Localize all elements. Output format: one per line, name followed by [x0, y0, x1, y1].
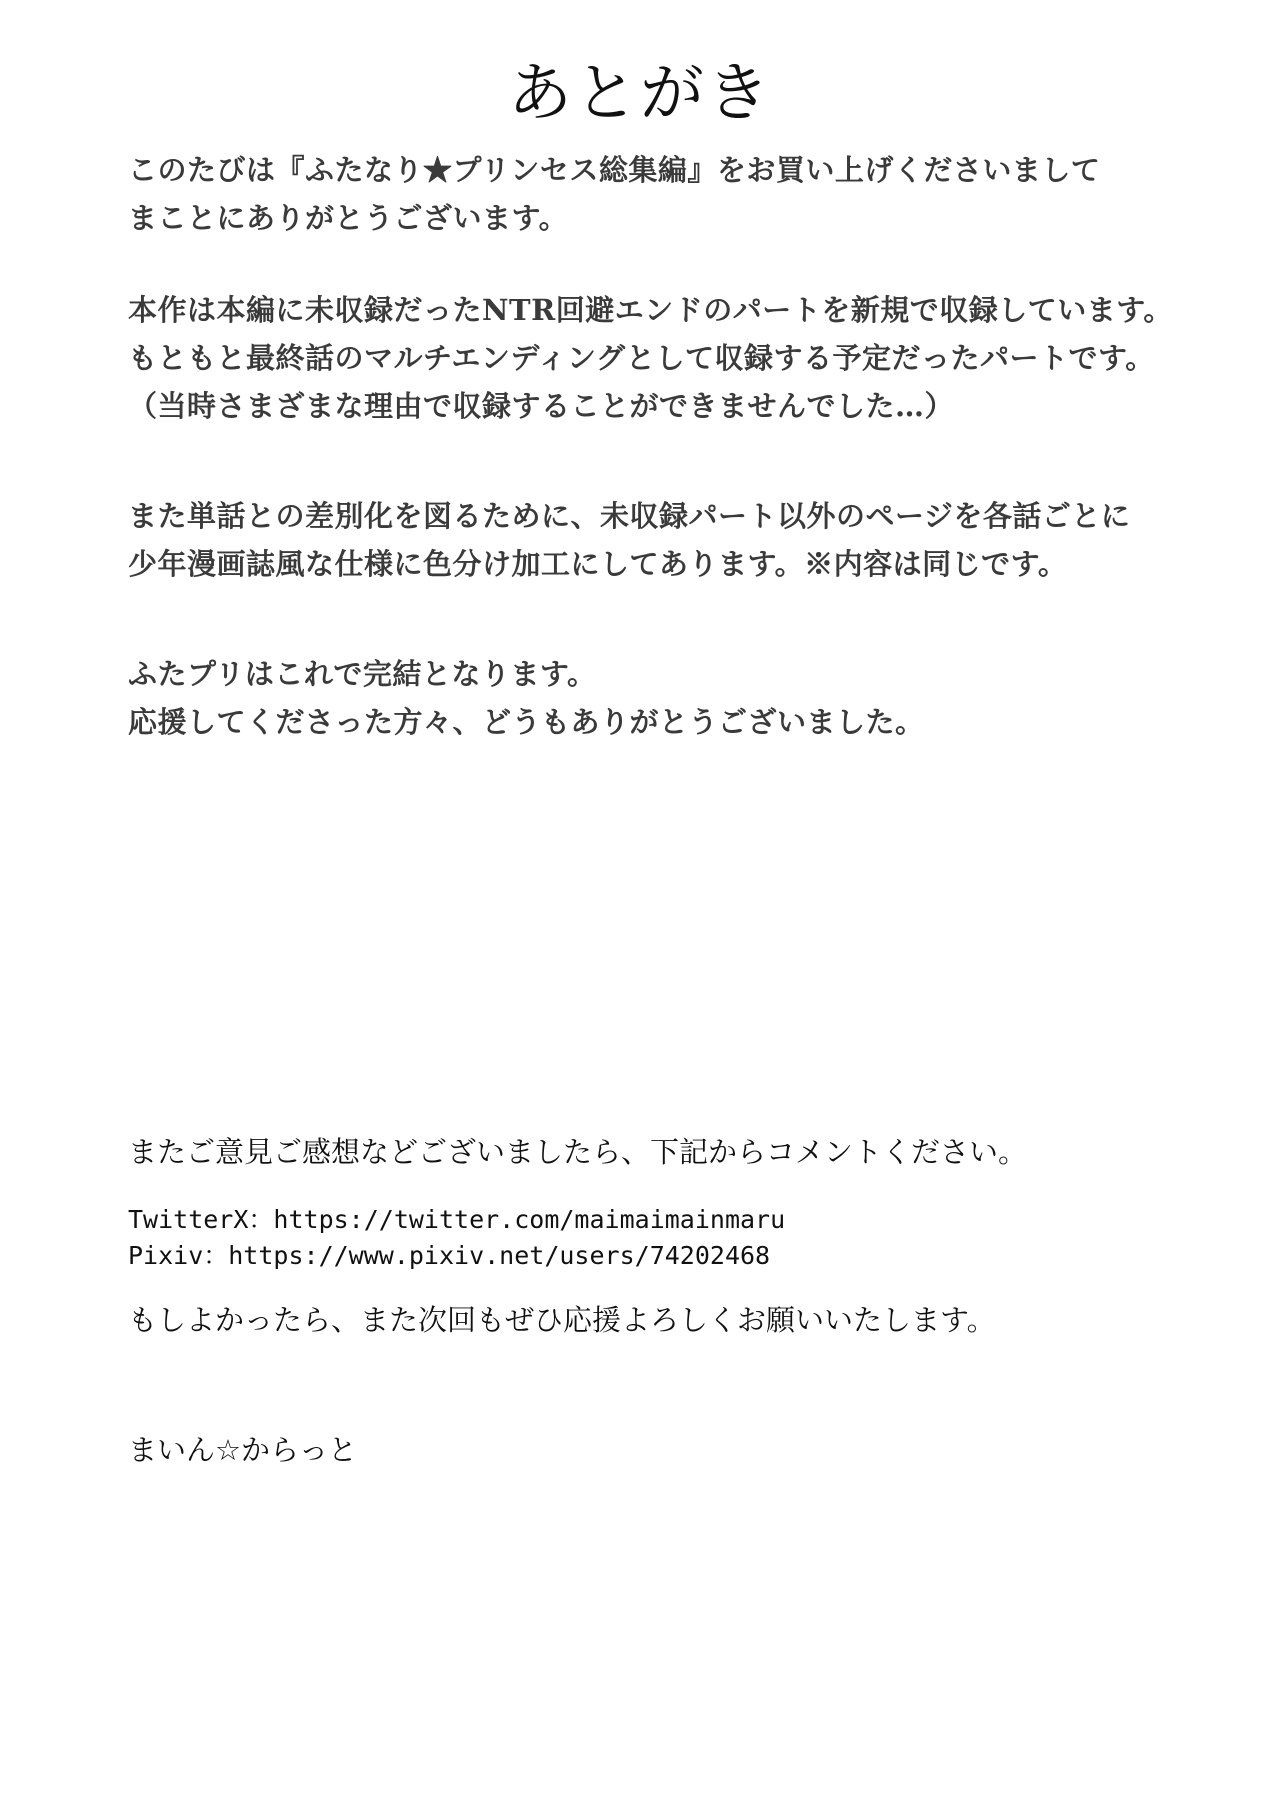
paragraph-3-line-1: また単話との差別化を図るために、未収録パート以外のページを各話ごとに: [128, 499, 1131, 533]
paragraph-2-line-3: （当時さまざまな理由で収録することができませんでした…）: [128, 389, 955, 423]
paragraph-4-line-1: ふたプリはこれで完結となります。: [128, 657, 597, 691]
paragraph-2-line-1: 本作は本編に未収録だったNTR回避エンドのパートを新規で収録しています。: [128, 293, 1173, 327]
closing-text: もしよかったら、また次回もぜひ応援よろしくお願いいたします。: [128, 1303, 996, 1337]
pixiv-link[interactable]: Pixiv：https://www.pixiv.net/users/74202468: [128, 1241, 771, 1270]
twitter-link[interactable]: TwitterX：https://twitter.com/maimaimainmaru: [128, 1205, 786, 1234]
paragraph-2-line-2: もともと最終話のマルチエンディングとして収録する予定だったパートです。: [128, 341, 1155, 375]
paragraph-1-line-1: このたびは『ふたなり★プリンセス総集編』をお買い上げくださいまして: [128, 153, 1101, 187]
author-signature: まいん☆からっと: [128, 1433, 357, 1467]
paragraph-1-line-2: まことにありがとうございます。: [128, 201, 569, 235]
comment-request-text: またご意見ご感想などございましたら、下記からコメントください。: [128, 1135, 1028, 1169]
page-title: あとがき: [508, 57, 772, 131]
paragraph-4-line-2: 応援してくださった方々、どうもありがとうございました。: [128, 705, 925, 739]
paragraph-3-line-2: 少年漫画誌風な仕様に色分け加工にしてあります。※内容は同じです。: [128, 547, 1068, 581]
